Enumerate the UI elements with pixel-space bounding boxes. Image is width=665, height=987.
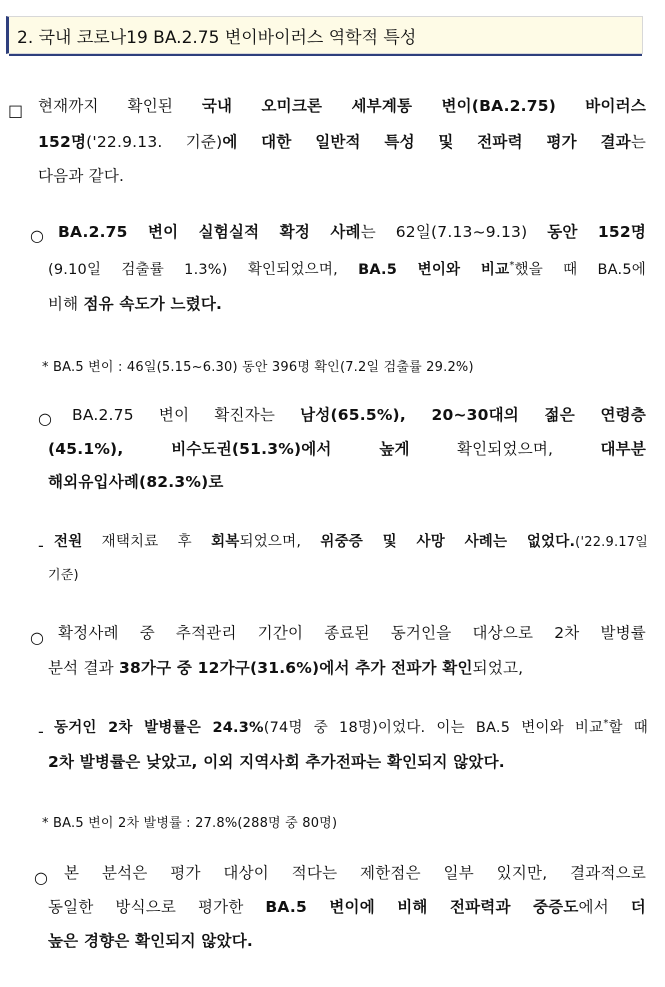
circle-bullet-icon: ○ (30, 628, 45, 647)
item1-line-2: (9.10일 검출률 1.3%) 확인되었으며, BA.5 변이와 비교*했을 때 BA.5에 (48, 260, 646, 278)
item3-dash-line-1: 동거인 2차 발병률은 24.3%(74명 중 18명)이었다. 이는 BA.5 변이와 비교*할 때 (54, 718, 648, 736)
item1-footnote: * BA.5 변이 : 46일(5.15~6.30) 동안 396명 확인(7.2일 검출률 29.2%) (42, 360, 474, 375)
item1-line-1: BA.2.75 변이 실험실적 확정 사례는 62일(7.13~9.13) 동안 152명 (58, 223, 647, 241)
section-title-text: 2. 국내 코로나19 BA.2.75 변이바이러스 역학적 특성 (17, 27, 417, 48)
dash-bullet: - (38, 536, 44, 555)
item3-line-2: 분석 결과 38가구 중 12가구(31.6%)에서 추가 전파가 확인되었고, (48, 659, 524, 677)
square-bullet-icon: □ (8, 101, 24, 120)
item4-line-2: 동일한 방식으로 평가한 BA.5 변이에 비해 전파력과 중증도에서 더 (48, 898, 646, 916)
item2-dash-line-1: 전원 재택치료 후 회복되었으며, 위중증 및 사망 사례는 없었다.('22.9.17일 (54, 534, 648, 550)
item3-footnote: * BA.5 변이 2차 발병률 : 27.8%(288명 중 80명) (42, 816, 338, 831)
item3-dash-line-2: 2차 발병률은 낮았고, 이외 지역사회 추가전파는 확인되지 않았다. (48, 753, 505, 771)
item3-line-1: 확정사례 중 추적관리 기간이 종료된 동거인을 대상으로 2차 발병률 (58, 624, 646, 642)
intro-line-2: 152명('22.9.13. 기준)에 대한 일반적 특성 및 전파력 평가 결과는 (38, 133, 646, 151)
item1-line-3: 비해 점유 속도가 느렸다. (48, 295, 223, 313)
item2-line-2: (45.1%), 비수도권(51.3%)에서 높게 확인되었으며, 대부분 (48, 440, 646, 458)
item2-line-1: BA.2.75 변이 확진자는 남성(65.5%), 20~30대의 젊은 연령층 (72, 406, 646, 424)
dash-bullet: - (38, 722, 44, 741)
intro-line-3: 다음과 같다. (38, 167, 125, 185)
item4-line-1: 본 분석은 평가 대상이 적다는 제한점은 일부 있지만, 결과적으로 (64, 864, 646, 882)
item4-line-3: 높은 경향은 확인되지 않았다. (48, 932, 253, 950)
item2-dash-line-2: 기준) (48, 568, 79, 583)
circle-bullet-icon: ○ (38, 409, 53, 428)
section-title (6, 16, 643, 54)
circle-bullet-icon: ○ (34, 868, 49, 887)
intro-line-1: 현재까지 확인된 국내 오미크론 세부계통 변이(BA.2.75) 바이러스 (38, 97, 646, 115)
circle-bullet-icon: ○ (30, 226, 45, 245)
item2-line-3: 해외유입사례(82.3%)로 (48, 473, 224, 491)
